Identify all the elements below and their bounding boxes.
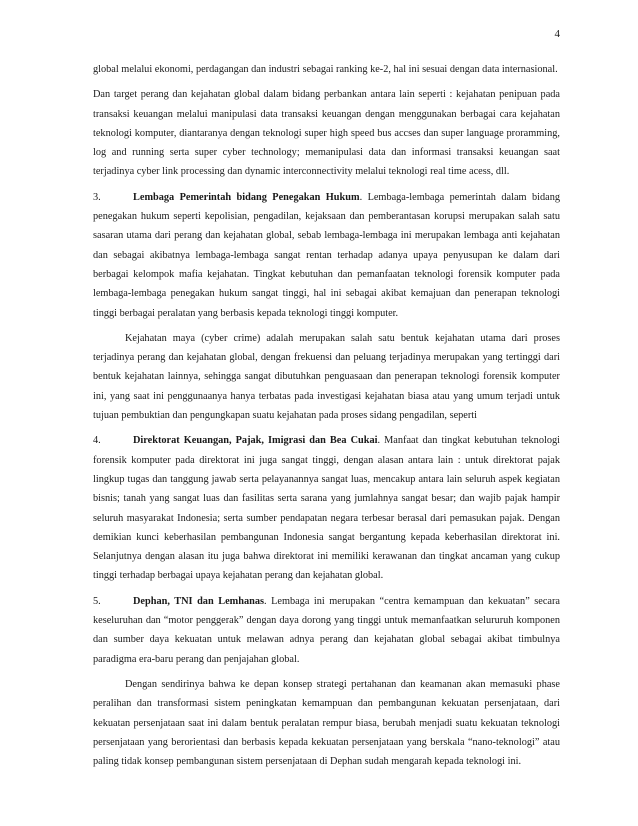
list-item-4-heading: Direktorat Keuangan, Pajak, Imigrasi dan Bea Cukai: [133, 435, 378, 447]
list-item-3-text: . Lembaga-lembaga pemerintah dalam bidang penegakan hukum seperti kepolisian, pengadilan, kejaksaan dan pemberantasan korupsi merupakan salah satu sasaran utama dari perang dan kejahatan global, sebab lembaga-lembaga ini merupakan lembaga anti kejahatan dan sebagai akibatnya lembaga-lembaga sangat rentan terhadap adanya upaya penyusupan ke dalam dari berbagai kelompok mafia kejahatan. Tingkat kebutuhan dan pemanfaatan teknologi forensik komputer pada lembaga-lembaga penegakan hukum sangat tinggi, hal ini sebagai akibat kemajuan dan penerapan teknologi tinggi berbagai peralatan yang berbasis kepada teknologi tinggi komputer.: [93, 191, 560, 319]
paragraph-1: global melalui ekonomi, perdagangan dan industri sebagai ranking ke-2, hal ini sesuai dengan data internasional.: [93, 64, 558, 75]
page-number: 4: [554, 28, 560, 40]
list-item-5: [93, 592, 560, 669]
paragraph-2: Dan target perang dan kejahatan global dalam bidang perbankan antara lain seperti : kejahatan penipuan pada transaksi keuangan melalui manipulasi data transaksi keuangan dengan menggunakan berbagai cara kejahatan teknologi komputer, diantaranya dengan teknologi super high speed bus accses dan super language proramming, log and running serta super cyber technology; memanipulasi data dan informasi transaksi keuangan saat terjadinya cyber link processing dan dynamic interconnectivity melalui teknologi real time acess, dll.: [93, 89, 560, 178]
paragraph-4: Kejahatan maya (cyber crime) adalah merupakan salah satu bentuk kejahatan utama dari proses terjadinya perang dan kejahatan global, dengan frekuensi dan peluang terjadinya merupakan yang tertinggi dari bentuk kejahatan lainnya, sehingga sangat dibutuhkan penguasaan dan penerapan teknologi forensik komputer ini, yang saat ini penggunaanya hanya terbatas pada investigasi kejahatan biasa atau yang umum terjadi untuk tujuan pembuktian dan pengungkapan suatu kejahatan pada proses sidang pengadilan, seperti: [93, 332, 560, 422]
list-item-4: [93, 431, 560, 585]
list-item-3: [93, 188, 560, 323]
list-item-4-text: . Manfaat dan tingkat kebutuhan teknologi forensik komputer pada direktorat ini juga sangat tinggi, dengan alasan antara lain : untuk direktorat pajak lingkup tugas dan tanggung jawab serta pelayanannya sangat luas, mencakup antara lain seluruh aspek kegiatan bisnis; tanah yang sangat luas dan fasilitas serta sarana yang jumlahnya sangat besar; dan wajib pajak hampir seluruh masyarakat Indonesia; serta sumber pendapatan negara terbesar berasal dari pemasukan pajak. Dengan demikian kunci keberhasilan pembangunan Indonesia sangat bergantung kepada keberhasilan direktorat ini. Selanjutnya dengan alasan itu juga bahwa direktorat ini memiliki kerawanan dan tingkat ancaman yang cukup tinggi terhadap berbagai upaya kejahatan perang dan kejahatan global.: [93, 435, 560, 582]
list-item-4-number: 4.: [93, 435, 101, 447]
list-item-5-number: 5.: [93, 595, 101, 607]
list-item-5-text: . Lembaga ini merupakan “centra kemampuan dan kekuatan” secara keseluruhan dan “motor penggerak” dengan daya dorong yang tinggi untuk memanfaatkan selururuh komponen dan sumber daya kekuatan untuk melawan adnya perang dan kejahatan global sebagai akibat timbulnya paradigma era-baru perang dan penjajahan global.: [93, 595, 561, 665]
paragraph-6: Dengan sendirinya bahwa ke depan konsep strategi pertahanan dan keamanan akan memasuki phase peralihan dan transformasi sistem peningkatan kemampuan dan pembangunan kekuatan persenjataan, dari kekuatan persenjataan saat ini dalam bentuk peralatan rempur biasa, berubah menjadi suatu kekuatan teknologi persenjataan yang berorientasi dan berbasis kepada kekuatan persenjataan yang berskala “nano-teknologi” atau paling tidak konsep pembangunan sistem persenjataan di Dephan sudah mengarah kepada teknologi ini.: [93, 678, 560, 768]
list-item-3-number: 3.: [93, 191, 101, 203]
document-body: [93, 60, 560, 777]
list-item-3-heading: Lembaga Pemerintah bidang Penegakan Hukum: [133, 191, 360, 203]
list-item-5-heading: Dephan, TNI dan Lemhanas: [133, 595, 264, 607]
